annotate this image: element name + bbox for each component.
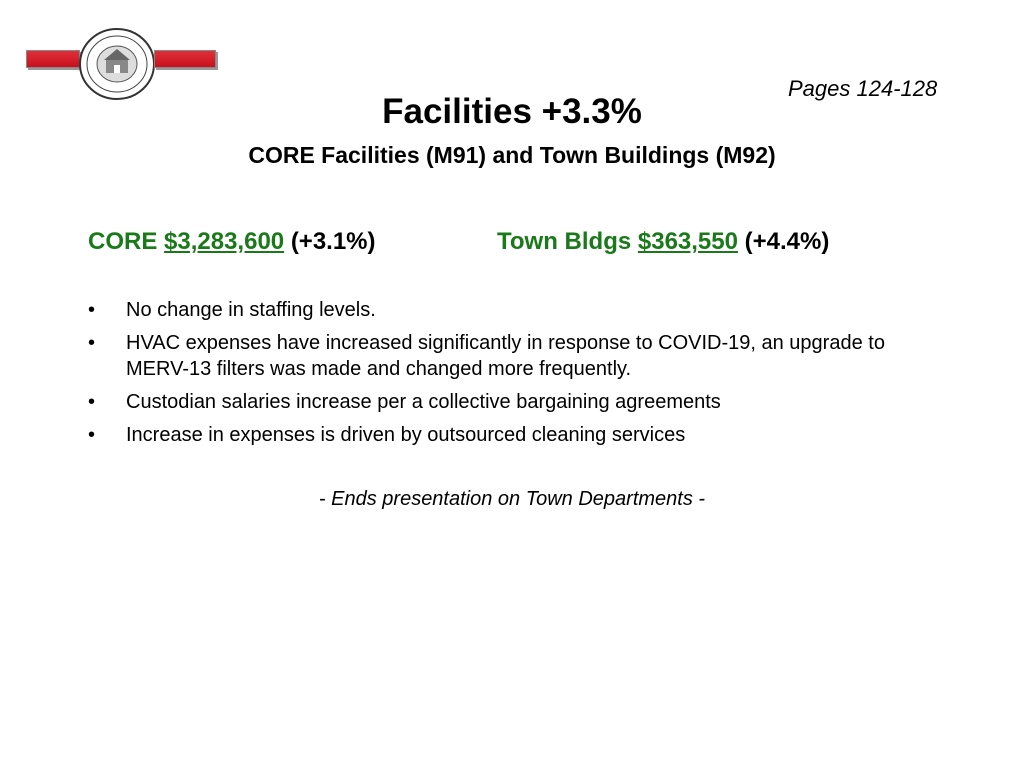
slide-subtitle: CORE Facilities (M91) and Town Buildings (M92)	[248, 142, 776, 168]
town-bldgs-label: Town Bldgs	[497, 228, 632, 255]
header-red-bar-right	[154, 50, 216, 68]
core-budget-summary	[88, 228, 376, 256]
core-amount: $3,283,600	[164, 228, 285, 255]
bullet-list	[88, 297, 908, 455]
header-red-bar-left	[26, 50, 80, 68]
town-bldgs-change: (+4.4%)	[744, 228, 830, 255]
bullet-item: • Custodian salaries increase per a collective bargaining agreements	[88, 389, 908, 415]
core-change: (+3.1%)	[290, 228, 376, 255]
bullet-item: • Increase in expenses is driven by outsourced cleaning services	[88, 422, 908, 448]
slide-title: Facilities +3.3%	[382, 92, 642, 131]
bullet-item: • HVAC expenses have increased significantly in response to COVID-19, an upgrade to MERV-13 filters was made and changed more frequently.	[88, 330, 908, 382]
closing-note: - Ends presentation on Town Departments -	[318, 488, 706, 510]
town-bldgs-budget-summary	[497, 228, 829, 256]
town-seal-logo	[78, 27, 156, 101]
core-label: CORE	[88, 228, 158, 255]
page-reference: Pages 124-128	[788, 76, 938, 101]
town-bldgs-amount: $363,550	[637, 228, 738, 255]
bullet-item: • No change in staffing levels.	[88, 297, 908, 323]
